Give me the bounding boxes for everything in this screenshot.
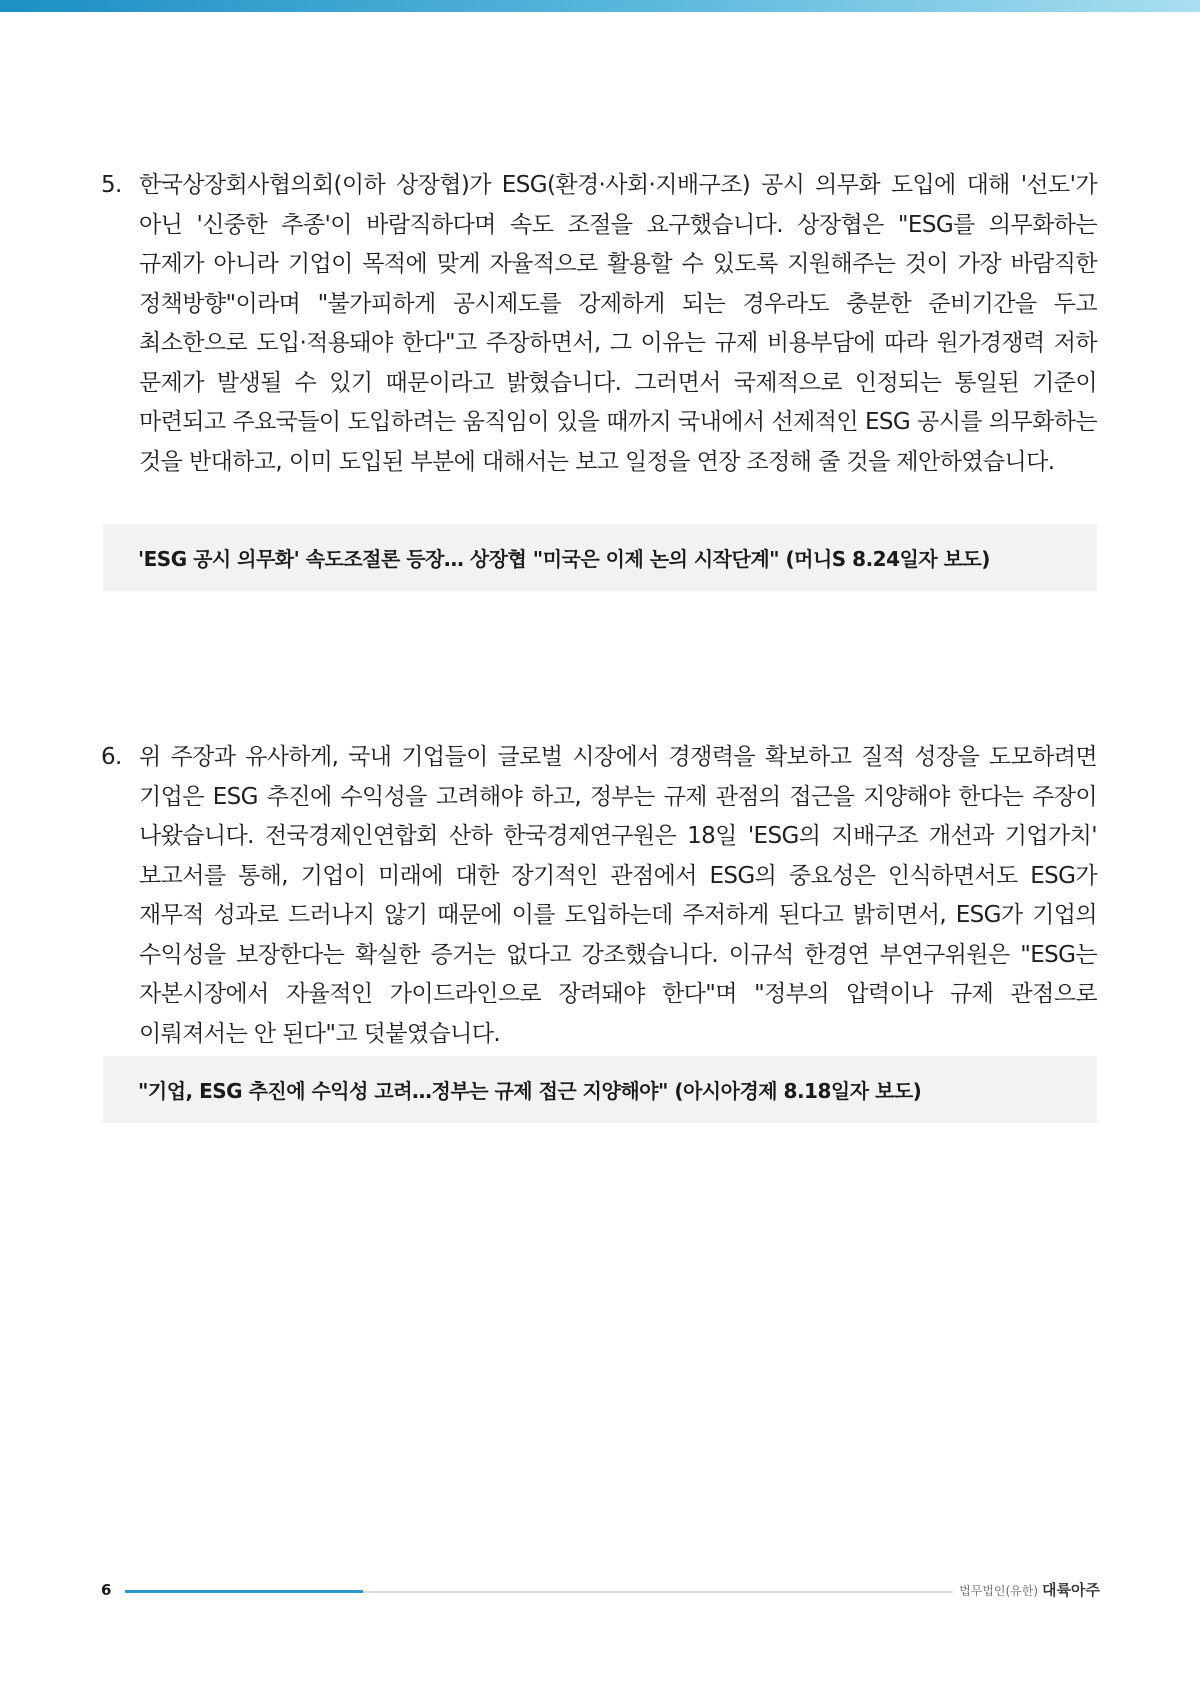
paragraph-text: 한국상장회사협의회(이하 상장협)가 ESG(환경·사회·지배구조) 공시 의무화 도입에 대해 '선도'가 아닌 '신중한 추종'이 바람직하다며 속도 조절을 요구했습니다. 상장협은 "ESG를 의무화하는 규제가 아니라 기업이 목적에 맞게 자율적으로 활용할 수 있도록 지원해주는 것이 가장 바람직한 정책방향"이라며 "불가피하게 공시제도를 강제하게 되는 경우라도 충분한 준비기간을 두고 최소한으로 도입·적용돼야 한다"고 주장하면서, 그 이유는 규제 비용부담에 따라 원가경쟁력 저하 문제가 발생될 수 있기 때문이라고 밝혔습니다. 그러면서 국제적으로 인정되는 통일된 기준이 마련되고 주요국들이 도입하려는 움직임이 있을 때까지 국내에서 선제적인 ESG 공시를 의무화하는 것을 반대하고, 이미 도입된 부분에 대해서는 보고 일정을 연장 조정해 줄 것을 제안하였습니다. (139, 172, 1097, 475)
firm-name: 대륙아주 (1042, 1581, 1100, 1599)
firm-type: 법무법인(유한) (959, 1584, 1039, 1598)
paragraph-text: 위 주장과 유사하게, 국내 기업들이 글로벌 시장에서 경쟁력을 확보하고 질적 성장을 도모하려면 기업은 ESG 추진에 수익성을 고려해야 하고, 정부는 규제 관점의 접근을 지양해야 한다는 주장이 나왔습니다. 전국경제인연합회 산하 한국경제연구원은 18일 'ESG의 지배구조 개선과 기업가치' 보고서를 통해, 기업이 미래에 대한 장기적인 관점에서 ESG의 중요성은 인식하면서도 ESG가 재무적 성과로 드러나지 않기 때문에 이를 도입하는데 주저하게 된다고 밝히면서, ESG가 기업의 수익성을 보장한다는 확실한 증거는 없다고 강조했습니다. 이규석 한경연 부연구위원은 "ESG는 자본시장에서 자율적인 가이드라인으로 장려돼야 한다"며 "정부의 압력이나 규제 관점으로 이뤄져서는 안 된다"고 덧붙였습니다. (139, 744, 1097, 1047)
paragraph-number: 6. (101, 744, 122, 770)
footer-accent-line (125, 1590, 363, 1593)
news-source-callout (103, 1056, 1097, 1123)
firm-logo (959, 1580, 1100, 1601)
top-accent-bar (0, 0, 1200, 12)
paragraph-number: 5. (101, 172, 122, 198)
numbered-paragraph-5 (101, 166, 1097, 482)
news-source-text: 'ESG 공시 의무화' 속도조절론 등장… 상장협 "미국은 이제 논의 시작단계" (머니S 8.24일자 보도) (138, 547, 990, 571)
news-source-callout (103, 524, 1097, 591)
page-number: 6 (101, 1581, 112, 1599)
news-source-text: "기업, ESG 추진에 수익성 고려…정부는 규제 접근 지양해야" (아시아경제 8.18일자 보도) (138, 1079, 922, 1103)
numbered-paragraph-6 (101, 738, 1097, 1054)
